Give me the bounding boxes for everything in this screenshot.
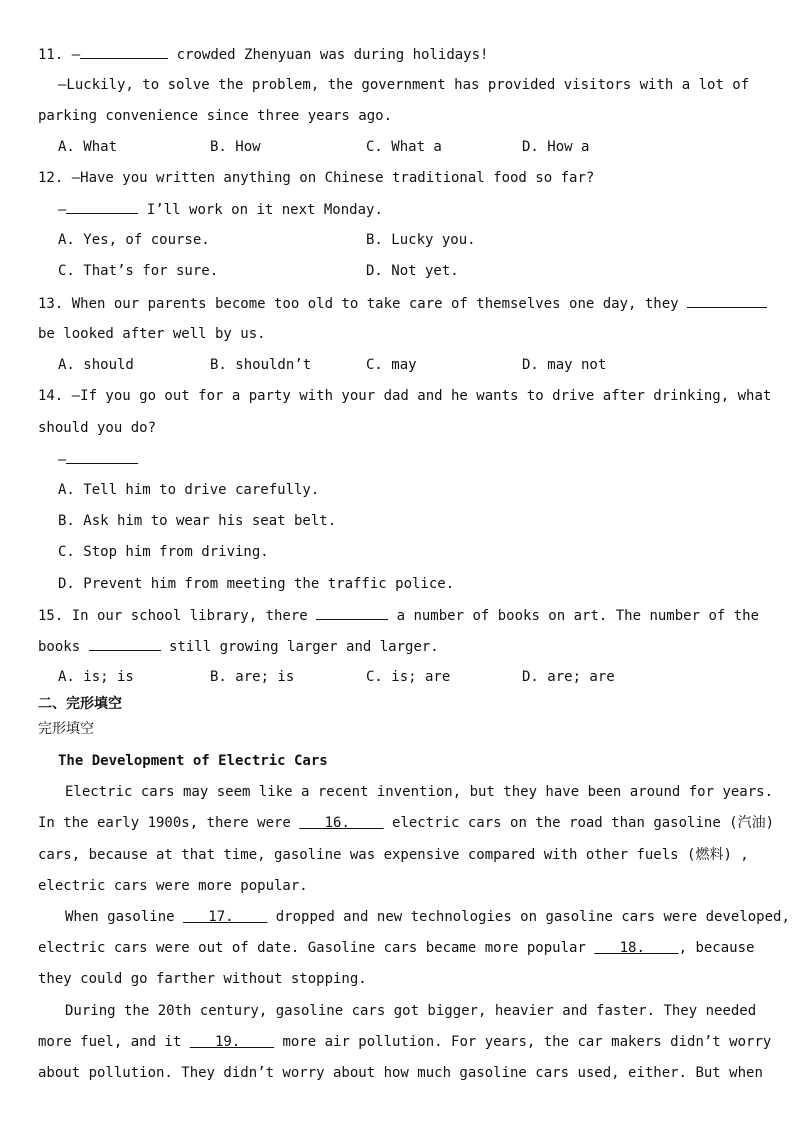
option-d: D. How a <box>522 139 590 155</box>
passage-line: During the 20th century, gasoline cars got bigger, heavier and faster. They needed <box>65 1003 757 1019</box>
option-b: B. Lucky you. <box>366 232 476 248</box>
question-14-stem: 14. —If you go out for a party with your dad and he wants to drive after drinking, what <box>38 388 772 404</box>
section-heading: 二、完形填空 <box>38 696 122 712</box>
question-15-stem: 15. In our school library, there a number of books on art. The number of the <box>38 605 759 626</box>
question-15-stem-cont: books still growing larger and larger. <box>38 636 439 657</box>
passage-line: When gasoline 17. dropped and new technologies on gasoline cars were developed, <box>65 909 790 925</box>
question-14-reply: — <box>58 449 138 470</box>
blank-16: 16. <box>299 815 384 831</box>
question-12-stem: 12. —Have you written anything on Chinese traditional food so far? <box>38 170 595 186</box>
passage-line: Electric cars may seem like a recent invention, but they have been around for years. <box>65 784 774 800</box>
question-11-reply-cont: parking convenience since three years ago. <box>38 108 393 124</box>
option-a: A. What <box>58 139 118 155</box>
option-b: B. Ask him to wear his seat belt. <box>58 513 337 529</box>
option-d: D. Not yet. <box>366 263 459 279</box>
option-b: B. shouldn’t <box>210 357 312 373</box>
option-c: C. Stop him from driving. <box>58 544 269 560</box>
option-a: A. should <box>58 357 134 373</box>
option-a: A. Yes, of course. <box>58 232 210 248</box>
passage-line: cars, because at that time, gasoline was expensive compared with other fuels (燃料) , <box>38 847 749 863</box>
passage-title: The Development of Electric Cars <box>58 753 328 769</box>
option-d: D. may not <box>522 357 607 373</box>
passage-line: electric cars were out of date. Gasoline cars became more popular 18. , because <box>38 940 755 956</box>
option-a: A. Tell him to drive carefully. <box>58 482 320 498</box>
option-d: D. are; are <box>522 669 615 685</box>
blank-17: 17. <box>183 909 268 925</box>
option-c: C. is; are <box>366 669 451 685</box>
option-c: C. That’s for sure. <box>58 263 219 279</box>
blank-18: 18. <box>594 940 679 956</box>
answer-blank <box>687 293 767 308</box>
answer-blank <box>66 449 138 464</box>
question-13-stem-cont: be looked after well by us. <box>38 326 266 342</box>
answer-blank <box>66 199 138 214</box>
answer-blank <box>89 636 161 651</box>
option-c: C. may <box>366 357 417 373</box>
answer-blank <box>80 44 168 59</box>
section-subheading: 完形填空 <box>38 721 94 737</box>
option-a: A. is; is <box>58 669 134 685</box>
option-b: B. are; is <box>210 669 295 685</box>
option-c: C. What a <box>366 139 442 155</box>
passage-line: more fuel, and it 19. more air pollution. For years, the car makers didn’t worry <box>38 1034 772 1050</box>
question-14-stem-cont: should you do? <box>38 420 157 436</box>
question-11-reply: —Luckily, to solve the problem, the government has provided visitors with a lot of <box>58 77 750 93</box>
passage-line: In the early 1900s, there were 16. electric cars on the road than gasoline (汽油) <box>38 815 775 831</box>
answer-blank <box>316 605 388 620</box>
question-12-reply: — I’ll work on it next Monday. <box>58 199 383 220</box>
question-11-stem: 11. — crowded Zhenyuan was during holidays! <box>38 44 488 65</box>
passage-line: about pollution. They didn’t worry about how much gasoline cars used, either. But when <box>38 1065 763 1081</box>
blank-19: 19. <box>189 1034 275 1050</box>
passage-line: electric cars were more popular. <box>38 878 308 894</box>
question-13-stem: 13. When our parents become too old to take care of themselves one day, they <box>38 293 767 314</box>
option-b: B. How <box>210 139 261 155</box>
option-d: D. Prevent him from meeting the traffic police. <box>58 576 455 592</box>
passage-line: they could go farther without stopping. <box>38 971 367 987</box>
